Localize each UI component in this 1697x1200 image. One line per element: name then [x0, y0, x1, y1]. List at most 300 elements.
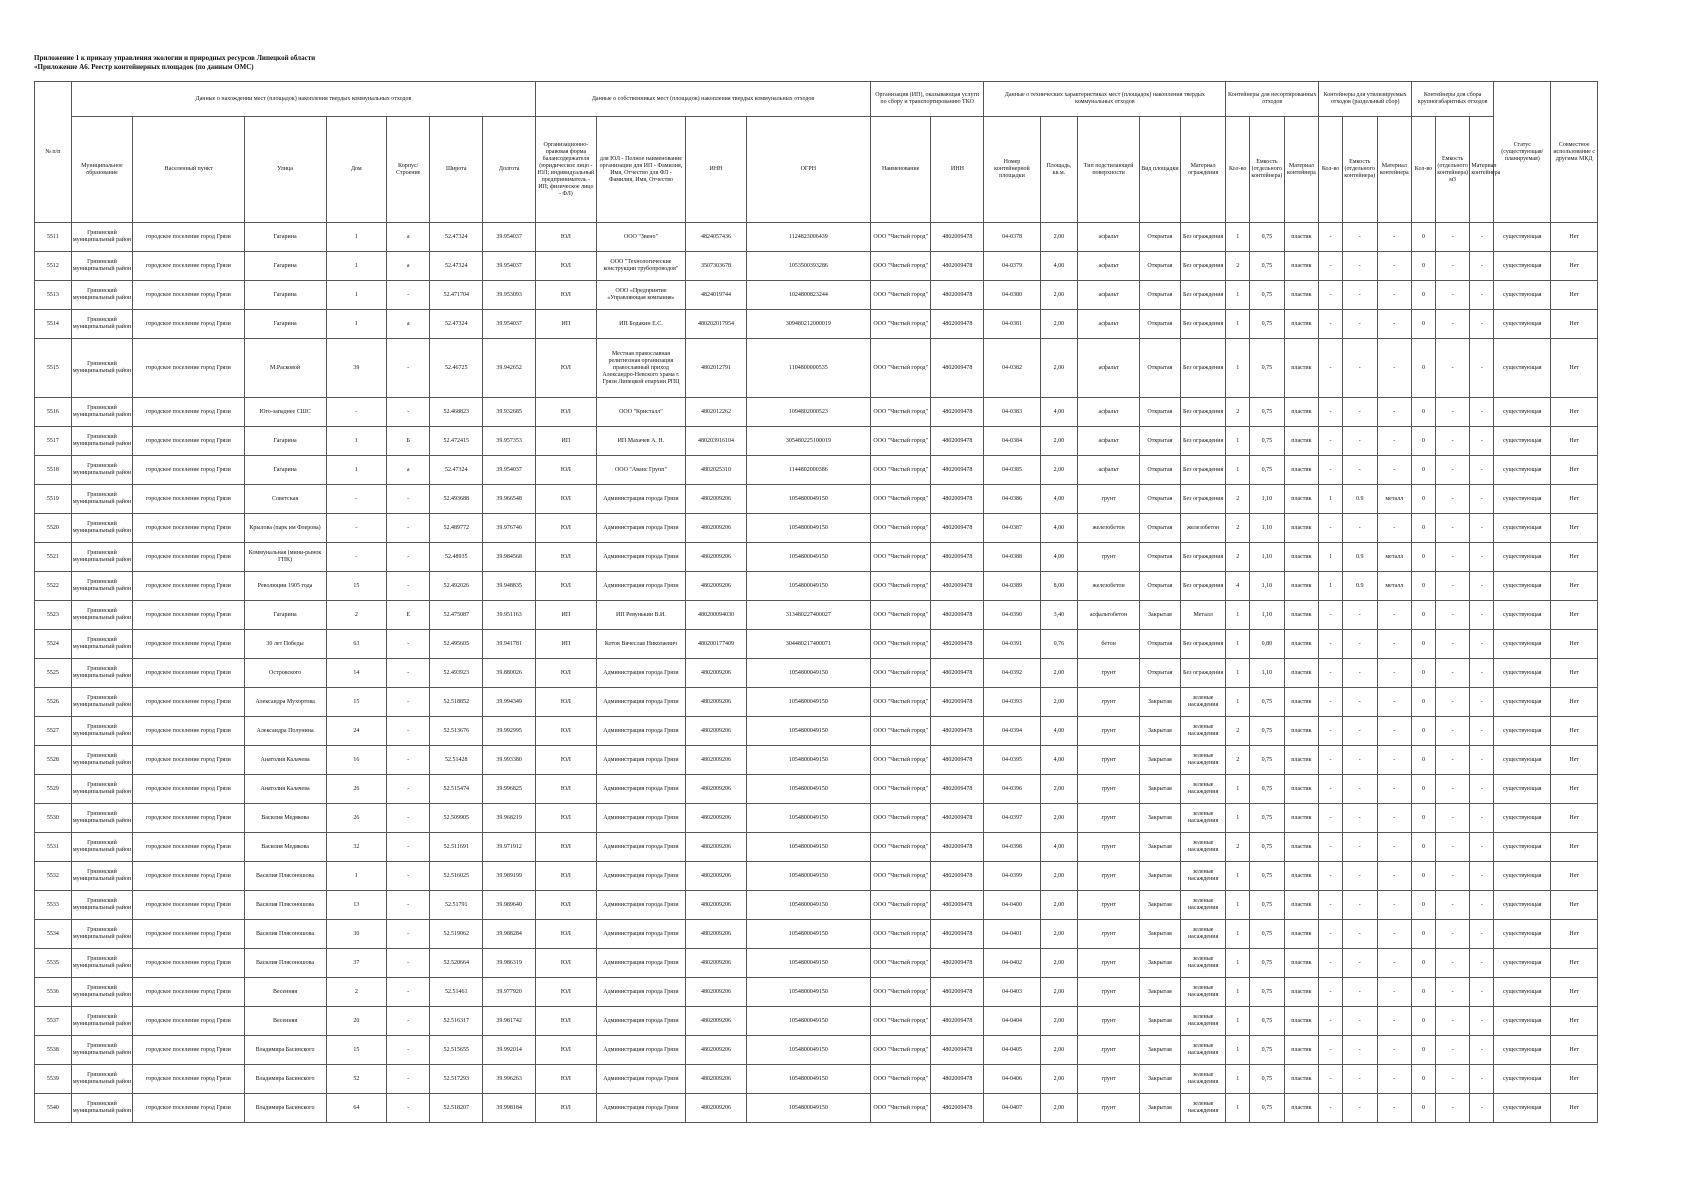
cell-municipality: Грязинский муниципальный район [71, 427, 133, 456]
cell-site-area: 4,00 [1040, 485, 1078, 514]
cell-status: существующая [1494, 427, 1551, 456]
cell-recycle-material: - [1377, 252, 1412, 281]
column-header: Долгота [483, 117, 536, 223]
cell-row-number: 5526 [35, 688, 72, 717]
cell-unsorted-material: пластик [1284, 514, 1319, 543]
table-row [35, 775, 1598, 804]
cell-recycle-capacity: 0.9 [1342, 543, 1377, 572]
cell-fence-material: Без ограждения [1180, 252, 1225, 281]
table-row [35, 978, 1598, 1007]
cell-carrier-inn: 4802009478 [931, 339, 984, 398]
cell-fence-material: зеленые насаждения [1180, 688, 1225, 717]
cell-municipality: Грязинский муниципальный район [71, 659, 133, 688]
cell-municipality: Грязинский муниципальный район [71, 862, 133, 891]
cell-settlement: городское поселение город Грязи [133, 281, 244, 310]
cell-bulky-capacity: - [1435, 572, 1470, 601]
table-row [35, 746, 1598, 775]
cell-status: существующая [1494, 949, 1551, 978]
cell-settlement: городское поселение город Грязи [133, 862, 244, 891]
cell-longitude: 39.992014 [483, 1036, 536, 1065]
cell-fence-material: Без ограждения [1180, 543, 1225, 572]
cell-bulky-count: 0 [1412, 775, 1436, 804]
cell-latitude: 52.47324 [430, 310, 483, 339]
cell-unsorted-capacity: 0,75 [1250, 833, 1285, 862]
table-row [35, 920, 1598, 949]
cell-owner-form: ЮЛ [536, 746, 596, 775]
header-shared-use: Совместное использование с другими МКД [1551, 82, 1598, 223]
cell-building: - [387, 920, 430, 949]
cell-latitude: 52.515655 [430, 1036, 483, 1065]
cell-status: существующая [1494, 891, 1551, 920]
cell-fence-material: зеленые насаждения [1180, 978, 1225, 1007]
cell-longitude: 39.977920 [483, 978, 536, 1007]
cell-bulky-count: 0 [1412, 310, 1436, 339]
cell-owner-inn: 4824057436 [686, 223, 746, 252]
cell-building: - [387, 833, 430, 862]
cell-owner-inn: 4802009206 [686, 1036, 746, 1065]
cell-longitude: 39.954037 [483, 252, 536, 281]
cell-site-number: 04-0379 [984, 252, 1040, 281]
cell-carrier-name: ООО "Чистый город" [870, 456, 930, 485]
cell-bulky-count: 0 [1412, 717, 1436, 746]
cell-municipality: Грязинский муниципальный район [71, 281, 133, 310]
cell-longitude: 39.932685 [483, 398, 536, 427]
cell-row-number: 5540 [35, 1094, 72, 1123]
cell-bulky-count: 0 [1412, 281, 1436, 310]
cell-street: Василия Плясоношова [244, 920, 326, 949]
cell-carrier-inn: 4802009478 [931, 862, 984, 891]
cell-recycle-capacity: - [1342, 717, 1377, 746]
cell-unsorted-material: пластик [1284, 804, 1319, 833]
cell-row-number: 5518 [35, 456, 72, 485]
cell-owner-inn: 4802009206 [686, 485, 746, 514]
cell-carrier-name: ООО "Чистый город" [870, 978, 930, 1007]
cell-status: существующая [1494, 746, 1551, 775]
cell-longitude: 39.989199 [483, 862, 536, 891]
cell-bulky-material: - [1470, 572, 1494, 601]
cell-unsorted-capacity: 0,75 [1250, 862, 1285, 891]
cell-bulky-count: 0 [1412, 398, 1436, 427]
cell-site-number: 04-0403 [984, 978, 1040, 1007]
cell-carrier-inn: 4802009478 [931, 1036, 984, 1065]
cell-latitude: 52.515474 [430, 775, 483, 804]
cell-settlement: городское поселение город Грязи [133, 339, 244, 398]
header-no: № п/п [35, 82, 72, 223]
cell-unsorted-count: 1 [1226, 630, 1250, 659]
registry-table [34, 81, 1598, 1123]
cell-owner-name: ИП Ревунькин В.И. [596, 601, 686, 630]
cell-owner-inn: 4802009206 [686, 543, 746, 572]
cell-shared-use: Нет [1551, 804, 1598, 833]
cell-status: существующая [1494, 1036, 1551, 1065]
cell-carrier-inn: 4802009478 [931, 427, 984, 456]
cell-owner-inn: 4802009206 [686, 659, 746, 688]
cell-fence-material: Без ограждения [1180, 659, 1225, 688]
table-header [35, 82, 1598, 223]
cell-owner-name: Администрация города Грязи [596, 1036, 686, 1065]
cell-shared-use: Нет [1551, 862, 1598, 891]
cell-bulky-material: - [1470, 601, 1494, 630]
cell-unsorted-count: 1 [1226, 427, 1250, 456]
cell-bulky-capacity: - [1435, 949, 1470, 978]
cell-municipality: Грязинский муниципальный район [71, 717, 133, 746]
cell-municipality: Грязинский муниципальный район [71, 514, 133, 543]
cell-carrier-name: ООО "Чистый город" [870, 485, 930, 514]
table-row [35, 833, 1598, 862]
cell-site-number: 04-0389 [984, 572, 1040, 601]
cell-building: а [387, 456, 430, 485]
cell-unsorted-material: пластик [1284, 1094, 1319, 1123]
cell-owner-inn: 4802009206 [686, 688, 746, 717]
table-row [35, 427, 1598, 456]
cell-owner-form: ЮЛ [536, 514, 596, 543]
cell-latitude: 52.489772 [430, 514, 483, 543]
cell-site-number: 04-0387 [984, 514, 1040, 543]
cell-bulky-capacity: - [1435, 601, 1470, 630]
cell-recycle-count: - [1319, 862, 1343, 891]
cell-building: - [387, 630, 430, 659]
cell-owner-form: ЮЛ [536, 775, 596, 804]
cell-municipality: Грязинский муниципальный район [71, 630, 133, 659]
cell-site-type: Закрытая [1139, 1036, 1180, 1065]
cell-recycle-count: - [1319, 252, 1343, 281]
cell-building: а [387, 223, 430, 252]
cell-recycle-count: - [1319, 804, 1343, 833]
cell-unsorted-count: 2 [1226, 514, 1250, 543]
cell-recycle-count: - [1319, 688, 1343, 717]
column-header: Материал контейнера [1377, 117, 1412, 223]
cell-street: Анатолия Калачева [244, 775, 326, 804]
table-row [35, 891, 1598, 920]
cell-owner-ogrn: 1054800049150 [746, 688, 870, 717]
cell-site-area: 8,00 [1040, 572, 1078, 601]
cell-owner-ogrn: 1054800049150 [746, 775, 870, 804]
cell-recycle-capacity: - [1342, 223, 1377, 252]
cell-recycle-capacity: - [1342, 1036, 1377, 1065]
cell-unsorted-count: 2 [1226, 833, 1250, 862]
cell-unsorted-count: 2 [1226, 485, 1250, 514]
cell-house: 63 [326, 630, 386, 659]
cell-status: существующая [1494, 978, 1551, 1007]
cell-settlement: городское поселение город Грязи [133, 775, 244, 804]
cell-unsorted-count: 1 [1226, 862, 1250, 891]
cell-site-area: 4,00 [1040, 717, 1078, 746]
cell-recycle-material: - [1377, 601, 1412, 630]
cell-bulky-capacity: - [1435, 862, 1470, 891]
cell-bulky-count: 0 [1412, 1065, 1436, 1094]
cell-status: существующая [1494, 688, 1551, 717]
cell-settlement: городское поселение город Грязи [133, 920, 244, 949]
cell-owner-inn: 480200094030 [686, 601, 746, 630]
cell-carrier-name: ООО "Чистый город" [870, 223, 930, 252]
cell-bulky-material: - [1470, 746, 1494, 775]
cell-carrier-name: ООО "Чистый город" [870, 775, 930, 804]
cell-surface-type: грунт [1078, 1007, 1140, 1036]
cell-surface-type: грунт [1078, 978, 1140, 1007]
cell-bulky-count: 0 [1412, 601, 1436, 630]
cell-surface-type: грунт [1078, 717, 1140, 746]
cell-owner-name: Местная православная религиозная организация православный приход Александро-Невского храма г. Грязи Липецкой епархии РПЦ [596, 339, 686, 398]
cell-site-area: 4,00 [1040, 398, 1078, 427]
cell-street: Василия Медякова [244, 833, 326, 862]
cell-bulky-material: - [1470, 1094, 1494, 1123]
cell-owner-name: Администрация города Грязи [596, 1094, 686, 1123]
cell-recycle-material: - [1377, 1036, 1412, 1065]
cell-owner-ogrn: 1054800049150 [746, 833, 870, 862]
cell-owner-form: ЮЛ [536, 891, 596, 920]
cell-building: - [387, 775, 430, 804]
cell-surface-type: грунт [1078, 1065, 1140, 1094]
cell-owner-ogrn: 1054800049150 [746, 891, 870, 920]
cell-building: - [387, 891, 430, 920]
cell-unsorted-material: пластик [1284, 891, 1319, 920]
cell-carrier-name: ООО "Чистый город" [870, 891, 930, 920]
cell-site-type: Закрытая [1139, 862, 1180, 891]
cell-recycle-count: - [1319, 717, 1343, 746]
cell-owner-form: ЮЛ [536, 688, 596, 717]
cell-recycle-material: - [1377, 1007, 1412, 1036]
cell-surface-type: железобетон [1078, 514, 1140, 543]
cell-unsorted-material: пластик [1284, 775, 1319, 804]
column-header: Кол-во [1412, 117, 1436, 223]
cell-street: Гагарина [244, 310, 326, 339]
cell-owner-ogrn: 1104800000535 [746, 339, 870, 398]
cell-street: Гагарина [244, 281, 326, 310]
cell-bulky-count: 0 [1412, 688, 1436, 717]
header-group-recyclable: Контейнеры для утилизируемых отходов (раздельный сбор) [1319, 82, 1412, 117]
cell-bulky-count: 0 [1412, 833, 1436, 862]
cell-bulky-capacity: - [1435, 920, 1470, 949]
cell-bulky-capacity: - [1435, 281, 1470, 310]
cell-carrier-name: ООО "Чистый город" [870, 543, 930, 572]
cell-owner-name: Администрация города Грязи [596, 804, 686, 833]
cell-carrier-name: ООО "Чистый город" [870, 1036, 930, 1065]
cell-recycle-count: - [1319, 949, 1343, 978]
cell-street: Гагарина [244, 427, 326, 456]
cell-fence-material: зеленые насаждения [1180, 775, 1225, 804]
column-header: Кол-во [1319, 117, 1343, 223]
cell-settlement: городское поселение город Грязи [133, 717, 244, 746]
column-header: Улица [244, 117, 326, 223]
cell-site-type: Закрытая [1139, 688, 1180, 717]
cell-house: 26 [326, 775, 386, 804]
cell-shared-use: Нет [1551, 339, 1598, 398]
cell-site-number: 04-0384 [984, 427, 1040, 456]
cell-status: существующая [1494, 717, 1551, 746]
cell-unsorted-material: пластик [1284, 310, 1319, 339]
cell-row-number: 5521 [35, 543, 72, 572]
cell-latitude: 52.475087 [430, 601, 483, 630]
cell-owner-inn: 4802009206 [686, 1094, 746, 1123]
cell-owner-form: ЮЛ [536, 1007, 596, 1036]
cell-house: 52 [326, 1065, 386, 1094]
cell-unsorted-capacity: 0,75 [1250, 1094, 1285, 1123]
cell-latitude: 52.495605 [430, 630, 483, 659]
cell-recycle-material: - [1377, 630, 1412, 659]
cell-street: Весенняя [244, 1007, 326, 1036]
cell-bulky-material: - [1470, 949, 1494, 978]
cell-unsorted-material: пластик [1284, 920, 1319, 949]
cell-bulky-material: - [1470, 862, 1494, 891]
cell-site-area: 2,00 [1040, 659, 1078, 688]
cell-bulky-material: - [1470, 223, 1494, 252]
cell-status: существующая [1494, 514, 1551, 543]
cell-status: существующая [1494, 310, 1551, 339]
cell-latitude: 52.47324 [430, 252, 483, 281]
cell-owner-inn: 4802009206 [686, 862, 746, 891]
cell-municipality: Грязинский муниципальный район [71, 310, 133, 339]
cell-owner-form: ЮЛ [536, 978, 596, 1007]
cell-owner-ogrn: 305480225100019 [746, 427, 870, 456]
table-row [35, 339, 1598, 398]
cell-status: существующая [1494, 833, 1551, 862]
cell-owner-form: ЮЛ [536, 862, 596, 891]
cell-settlement: городское поселение город Грязи [133, 310, 244, 339]
cell-owner-ogrn: 1054800049150 [746, 949, 870, 978]
column-header: Емкость (отдельного контейнера) [1250, 117, 1285, 223]
cell-unsorted-count: 1 [1226, 920, 1250, 949]
cell-unsorted-material: пластик [1284, 978, 1319, 1007]
cell-carrier-inn: 4802009478 [931, 978, 984, 1007]
cell-surface-type: грунт [1078, 746, 1140, 775]
cell-owner-form: ИП [536, 310, 596, 339]
cell-unsorted-capacity: 0,75 [1250, 398, 1285, 427]
cell-surface-type: грунт [1078, 949, 1140, 978]
cell-street: М.Расковой [244, 339, 326, 398]
cell-recycle-capacity: - [1342, 688, 1377, 717]
cell-longitude: 39.993380 [483, 746, 536, 775]
cell-longitude: 39.981742 [483, 1007, 536, 1036]
cell-owner-inn: 4802009206 [686, 746, 746, 775]
cell-shared-use: Нет [1551, 1036, 1598, 1065]
cell-unsorted-material: пластик [1284, 339, 1319, 398]
cell-bulky-capacity: - [1435, 688, 1470, 717]
cell-carrier-inn: 4802009478 [931, 833, 984, 862]
cell-house: 26 [326, 804, 386, 833]
cell-house: 30 [326, 920, 386, 949]
cell-municipality: Грязинский муниципальный район [71, 456, 133, 485]
cell-recycle-capacity: - [1342, 1007, 1377, 1036]
cell-row-number: 5513 [35, 281, 72, 310]
cell-recycle-count: - [1319, 920, 1343, 949]
cell-site-type: Открытая [1139, 485, 1180, 514]
cell-owner-form: ЮЛ [536, 572, 596, 601]
cell-owner-name: Администрация города Грязи [596, 1007, 686, 1036]
cell-unsorted-capacity: 0,75 [1250, 775, 1285, 804]
cell-house: 2 [326, 601, 386, 630]
cell-bulky-material: - [1470, 339, 1494, 398]
cell-longitude: 39.988284 [483, 920, 536, 949]
cell-street: Владимира Басинского [244, 1094, 326, 1123]
cell-unsorted-count: 2 [1226, 398, 1250, 427]
cell-surface-type: асфальт [1078, 398, 1140, 427]
cell-owner-inn: 4802012791 [686, 339, 746, 398]
cell-unsorted-material: пластик [1284, 1036, 1319, 1065]
cell-site-area: 2,00 [1040, 862, 1078, 891]
cell-site-type: Закрытая [1139, 717, 1180, 746]
cell-municipality: Грязинский муниципальный район [71, 572, 133, 601]
cell-owner-ogrn: 1054800049150 [746, 717, 870, 746]
cell-unsorted-capacity: 0,75 [1250, 978, 1285, 1007]
cell-street: Революции 1905 года [244, 572, 326, 601]
cell-unsorted-material: пластик [1284, 427, 1319, 456]
cell-unsorted-count: 2 [1226, 746, 1250, 775]
cell-site-number: 04-0390 [984, 601, 1040, 630]
cell-shared-use: Нет [1551, 630, 1598, 659]
cell-building: - [387, 949, 430, 978]
cell-site-number: 04-0395 [984, 746, 1040, 775]
cell-shared-use: Нет [1551, 514, 1598, 543]
cell-row-number: 5539 [35, 1065, 72, 1094]
cell-unsorted-capacity: 0,75 [1250, 427, 1285, 456]
cell-bulky-capacity: - [1435, 775, 1470, 804]
sub-header-row [35, 117, 1598, 223]
cell-owner-inn: 4802009206 [686, 891, 746, 920]
cell-settlement: городское поселение город Грязи [133, 891, 244, 920]
cell-recycle-material: металл [1377, 572, 1412, 601]
cell-site-number: 04-0380 [984, 281, 1040, 310]
cell-site-area: 2,00 [1040, 427, 1078, 456]
cell-longitude: 39.953093 [483, 281, 536, 310]
column-header: ИНН [931, 117, 984, 223]
cell-carrier-inn: 4802009478 [931, 688, 984, 717]
cell-unsorted-material: пластик [1284, 862, 1319, 891]
cell-owner-inn: 4802009206 [686, 717, 746, 746]
cell-site-type: Открытая [1139, 514, 1180, 543]
cell-recycle-capacity: - [1342, 1065, 1377, 1094]
cell-status: существующая [1494, 398, 1551, 427]
cell-longitude: 39.968219 [483, 804, 536, 833]
cell-house: 24 [326, 717, 386, 746]
cell-fence-material: Металл [1180, 601, 1225, 630]
cell-owner-inn: 4802009206 [686, 775, 746, 804]
cell-latitude: 52.468823 [430, 398, 483, 427]
cell-carrier-name: ООО "Чистый город" [870, 804, 930, 833]
cell-owner-inn: 4802025310 [686, 456, 746, 485]
cell-longitude: 39.941781 [483, 630, 536, 659]
cell-carrier-inn: 4802009478 [931, 485, 984, 514]
cell-unsorted-capacity: 0,75 [1250, 949, 1285, 978]
cell-owner-form: ЮЛ [536, 920, 596, 949]
cell-unsorted-count: 1 [1226, 223, 1250, 252]
header-group-location: Данные о нахождении мест (площадок) накопления твердых коммунальных отходов [71, 82, 535, 117]
cell-bulky-material: - [1470, 688, 1494, 717]
cell-latitude: 52.518852 [430, 688, 483, 717]
cell-settlement: городское поселение город Грязи [133, 456, 244, 485]
cell-site-area: 2,00 [1040, 281, 1078, 310]
cell-building: Б [387, 427, 430, 456]
cell-surface-type: железобетон [1078, 572, 1140, 601]
cell-owner-inn: 4802009206 [686, 572, 746, 601]
cell-latitude: 52.517293 [430, 1065, 483, 1094]
table-row [35, 949, 1598, 978]
cell-bulky-count: 0 [1412, 659, 1436, 688]
cell-owner-name: Администрация города Грязи [596, 688, 686, 717]
cell-status: существующая [1494, 862, 1551, 891]
cell-building: - [387, 1007, 430, 1036]
cell-shared-use: Нет [1551, 485, 1598, 514]
cell-carrier-inn: 4802009478 [931, 659, 984, 688]
cell-recycle-material: - [1377, 978, 1412, 1007]
cell-bulky-material: - [1470, 485, 1494, 514]
cell-site-type: Открытая [1139, 572, 1180, 601]
cell-site-area: 4,00 [1040, 746, 1078, 775]
cell-bulky-material: - [1470, 1036, 1494, 1065]
cell-site-area: 2,00 [1040, 688, 1078, 717]
cell-site-number: 04-0385 [984, 456, 1040, 485]
cell-unsorted-capacity: 0,75 [1250, 688, 1285, 717]
cell-owner-name: Администрация города Грязи [596, 949, 686, 978]
